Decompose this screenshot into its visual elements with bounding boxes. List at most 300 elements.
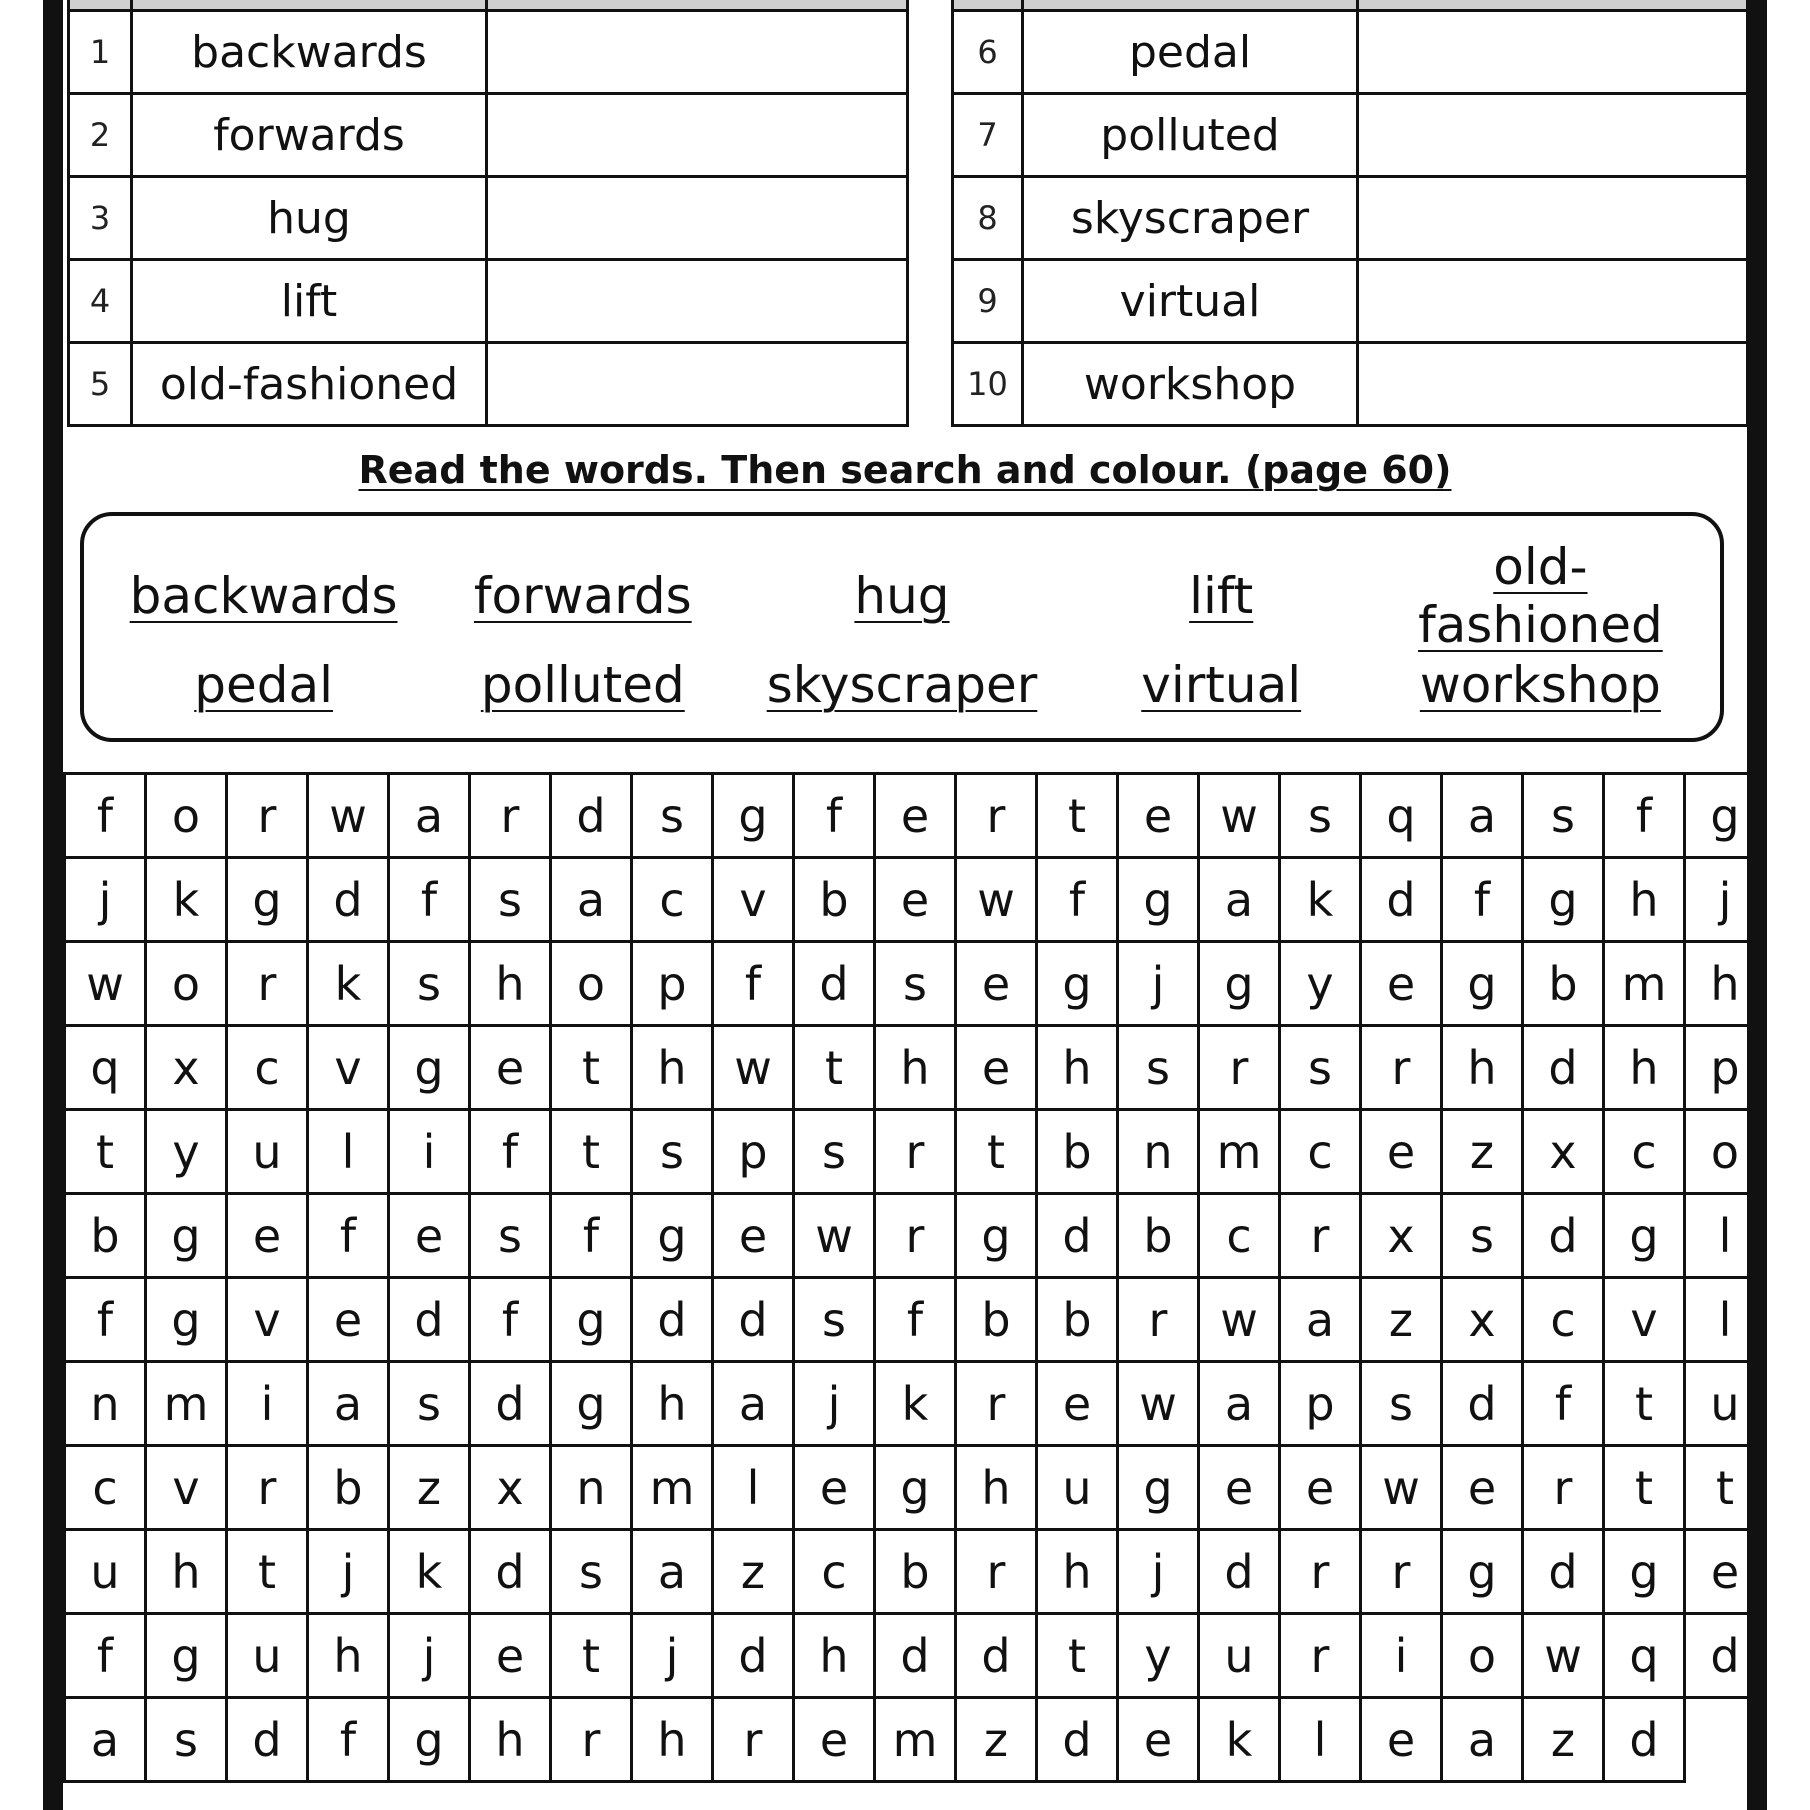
grid-letter-cell[interactable]: r — [1280, 1614, 1361, 1698]
grid-letter-cell[interactable]: d — [1361, 858, 1442, 942]
grid-row — [65, 1530, 1766, 1614]
vocab-header-row — [953, 0, 1748, 11]
grid-letter-cell[interactable]: g — [146, 1614, 227, 1698]
grid-letter-cell[interactable]: v — [308, 1026, 389, 1110]
grid-letter-cell[interactable]: r — [956, 1362, 1037, 1446]
grid-letter-cell[interactable]: c — [632, 858, 713, 942]
grid-letter-cell[interactable]: f — [308, 1698, 389, 1782]
grid-letter-cell[interactable]: s — [1361, 1362, 1442, 1446]
grid-letter-cell[interactable]: h — [470, 942, 551, 1026]
grid-letter-cell[interactable]: x — [146, 1026, 227, 1110]
grid-letter-cell[interactable]: b — [1523, 942, 1604, 1026]
grid-letter-cell[interactable]: s — [1118, 1026, 1199, 1110]
grid-letter-cell[interactable]: t — [1685, 1446, 1766, 1530]
grid-letter-cell[interactable]: t — [1604, 1362, 1685, 1446]
grid-row — [65, 858, 1766, 942]
grid-letter-cell[interactable]: c — [1604, 1110, 1685, 1194]
grid-letter-cell[interactable]: a — [1199, 858, 1280, 942]
grid-letter-cell[interactable]: m — [875, 1698, 956, 1782]
grid-letter-cell[interactable]: t — [227, 1530, 308, 1614]
grid-letter-cell[interactable]: x — [1523, 1110, 1604, 1194]
grid-letter-cell[interactable]: p — [1685, 1026, 1766, 1110]
grid-letter-cell[interactable]: r — [875, 1110, 956, 1194]
grid-letter-cell[interactable]: a — [308, 1362, 389, 1446]
grid-letter-cell[interactable]: f — [65, 1614, 146, 1698]
grid-letter-cell[interactable]: a — [1199, 1362, 1280, 1446]
grid-letter-cell[interactable]: e — [1361, 942, 1442, 1026]
word-bank-item: hug — [854, 567, 950, 625]
grid-letter-cell[interactable]: n — [551, 1446, 632, 1530]
grid-letter-cell[interactable]: h — [146, 1530, 227, 1614]
vocab-word: pedal — [1023, 11, 1358, 94]
vocab-header-row — [69, 0, 908, 11]
grid-letter-cell[interactable]: f — [713, 942, 794, 1026]
vocab-number: 9 — [953, 260, 1023, 343]
grid-letter-cell[interactable]: e — [875, 774, 956, 858]
grid-letter-cell[interactable]: b — [1037, 1278, 1118, 1362]
vocab-number: 5 — [69, 343, 132, 426]
vocab-row — [69, 94, 908, 177]
grid-letter-cell[interactable]: w — [1118, 1362, 1199, 1446]
grid-letter-cell[interactable]: a — [632, 1530, 713, 1614]
grid-letter-cell[interactable]: h — [794, 1614, 875, 1698]
grid-letter-cell[interactable]: u — [1037, 1446, 1118, 1530]
grid-letter-cell[interactable]: w — [713, 1026, 794, 1110]
word-bank-item: polluted — [480, 656, 685, 714]
grid-letter-cell[interactable]: r — [470, 774, 551, 858]
grid-letter-cell[interactable]: d — [794, 942, 875, 1026]
grid-row — [65, 774, 1766, 858]
grid-letter-cell[interactable]: u — [1685, 1362, 1766, 1446]
grid-letter-cell[interactable]: e — [1199, 1446, 1280, 1530]
grid-letter-cell[interactable]: b — [1118, 1194, 1199, 1278]
grid-letter-cell[interactable]: l — [1685, 1278, 1766, 1362]
grid-letter-cell[interactable]: s — [1280, 774, 1361, 858]
grid-letter-cell[interactable]: j — [632, 1614, 713, 1698]
grid-letter-cell[interactable]: g — [389, 1026, 470, 1110]
grid-letter-cell[interactable]: r — [1280, 1530, 1361, 1614]
grid-letter-cell[interactable]: r — [713, 1698, 794, 1782]
grid-letter-cell[interactable]: o — [1442, 1614, 1523, 1698]
answer-cell[interactable] — [1358, 260, 1748, 343]
grid-letter-cell[interactable]: f — [1523, 1362, 1604, 1446]
grid-letter-cell[interactable]: g — [956, 1194, 1037, 1278]
grid-letter-cell[interactable]: x — [1442, 1278, 1523, 1362]
word-bank-item: old-fashioned — [1418, 538, 1663, 654]
grid-letter-cell[interactable]: s — [794, 1110, 875, 1194]
grid-letter-cell[interactable]: b — [308, 1446, 389, 1530]
grid-letter-cell[interactable]: e — [794, 1698, 875, 1782]
grid-letter-cell[interactable]: d — [713, 1614, 794, 1698]
vocab-number: 2 — [69, 94, 132, 177]
grid-letter-cell[interactable]: h — [632, 1698, 713, 1782]
grid-letter-cell[interactable]: a — [1280, 1278, 1361, 1362]
grid-letter-cell[interactable]: c — [1199, 1194, 1280, 1278]
grid-letter-cell[interactable]: r — [227, 942, 308, 1026]
word-search-wrap — [63, 772, 1767, 1783]
grid-letter-cell[interactable]: m — [632, 1446, 713, 1530]
grid-letter-cell[interactable]: e — [1118, 1698, 1199, 1782]
grid-letter-cell[interactable]: r — [227, 774, 308, 858]
grid-letter-cell[interactable]: e — [470, 1614, 551, 1698]
grid-letter-cell[interactable]: g — [1685, 774, 1766, 858]
grid-letter-cell[interactable]: f — [470, 1110, 551, 1194]
grid-letter-cell[interactable]: b — [956, 1278, 1037, 1362]
grid-letter-cell[interactable]: e — [389, 1194, 470, 1278]
grid-letter-cell[interactable]: m — [1199, 1110, 1280, 1194]
grid-letter-cell[interactable]: w — [794, 1194, 875, 1278]
grid-letter-cell[interactable]: q — [65, 1026, 146, 1110]
grid-letter-cell[interactable]: e — [1442, 1446, 1523, 1530]
grid-letter-cell[interactable]: d — [1685, 1614, 1766, 1698]
grid-row — [65, 1362, 1766, 1446]
grid-letter-cell[interactable]: b — [1037, 1110, 1118, 1194]
answer-cell[interactable] — [487, 260, 908, 343]
grid-letter-cell[interactable]: d — [1037, 1698, 1118, 1782]
grid-letter-cell[interactable]: l — [1685, 1194, 1766, 1278]
grid-letter-cell[interactable]: e — [1361, 1698, 1442, 1782]
grid-letter-cell[interactable]: s — [632, 1110, 713, 1194]
grid-letter-cell[interactable]: e — [875, 858, 956, 942]
grid-letter-cell[interactable]: l — [308, 1110, 389, 1194]
grid-letter-cell[interactable]: h — [956, 1446, 1037, 1530]
grid-letter-cell[interactable]: v — [146, 1446, 227, 1530]
grid-letter-cell[interactable]: w — [1523, 1614, 1604, 1698]
grid-letter-cell[interactable]: q — [1604, 1614, 1685, 1698]
grid-letter-cell[interactable]: i — [227, 1362, 308, 1446]
grid-letter-cell[interactable]: z — [1523, 1698, 1604, 1782]
grid-letter-cell[interactable]: e — [1685, 1530, 1766, 1614]
grid-letter-cell[interactable]: h — [632, 1026, 713, 1110]
grid-letter-cell[interactable]: t — [956, 1110, 1037, 1194]
grid-letter-cell[interactable]: g — [1442, 1530, 1523, 1614]
grid-letter-cell[interactable]: p — [632, 942, 713, 1026]
grid-letter-cell[interactable]: a — [389, 774, 470, 858]
grid-letter-cell[interactable]: a — [65, 1698, 146, 1782]
grid-letter-cell[interactable]: t — [551, 1026, 632, 1110]
grid-letter-cell[interactable]: d — [632, 1278, 713, 1362]
grid-letter-cell[interactable]: g — [875, 1446, 956, 1530]
grid-letter-cell[interactable]: a — [713, 1362, 794, 1446]
grid-letter-cell[interactable]: t — [65, 1110, 146, 1194]
grid-letter-cell[interactable]: i — [1361, 1614, 1442, 1698]
grid-letter-cell[interactable]: e — [956, 1026, 1037, 1110]
word-bank-item: workshop — [1419, 656, 1661, 714]
answer-cell[interactable] — [1358, 177, 1748, 260]
grid-letter-cell[interactable]: e — [956, 942, 1037, 1026]
grid-letter-cell[interactable]: y — [1118, 1614, 1199, 1698]
grid-letter-cell[interactable]: e — [1361, 1110, 1442, 1194]
answer-cell[interactable] — [487, 343, 908, 426]
grid-letter-cell[interactable]: k — [308, 942, 389, 1026]
grid-letter-cell[interactable]: s — [1280, 1026, 1361, 1110]
vocab-word: forwards — [132, 94, 487, 177]
grid-letter-cell[interactable]: w — [1361, 1446, 1442, 1530]
answer-cell[interactable] — [487, 177, 908, 260]
grid-letter-cell[interactable]: f — [389, 858, 470, 942]
grid-letter-cell[interactable]: h — [1685, 942, 1766, 1026]
grid-letter-cell[interactable]: f — [1037, 858, 1118, 942]
grid-letter-cell[interactable]: d — [1037, 1194, 1118, 1278]
grid-letter-cell[interactable]: q — [1361, 774, 1442, 858]
grid-letter-cell[interactable]: j — [308, 1530, 389, 1614]
vocab-number: 4 — [69, 260, 132, 343]
grid-letter-cell[interactable]: w — [308, 774, 389, 858]
grid-letter-cell[interactable]: e — [1118, 774, 1199, 858]
grid-letter-cell[interactable]: k — [1280, 858, 1361, 942]
grid-letter-cell[interactable]: g — [227, 858, 308, 942]
grid-letter-cell[interactable]: r — [1523, 1446, 1604, 1530]
vocab-row — [953, 343, 1748, 426]
grid-letter-cell[interactable]: g — [1037, 942, 1118, 1026]
grid-letter-cell[interactable]: r — [956, 1530, 1037, 1614]
grid-letter-cell[interactable]: z — [713, 1530, 794, 1614]
grid-letter-cell[interactable]: s — [1442, 1194, 1523, 1278]
grid-letter-cell[interactable]: h — [470, 1698, 551, 1782]
grid-letter-cell[interactable]: f — [551, 1194, 632, 1278]
grid-letter-cell[interactable]: e — [227, 1194, 308, 1278]
grid-letter-cell[interactable]: k — [1199, 1698, 1280, 1782]
grid-letter-cell[interactable]: f — [65, 774, 146, 858]
grid-letter-cell[interactable]: v — [713, 858, 794, 942]
grid-letter-cell[interactable]: d — [1442, 1362, 1523, 1446]
vocab-row — [953, 94, 1748, 177]
grid-letter-cell[interactable]: x — [470, 1446, 551, 1530]
grid-row — [65, 1698, 1766, 1782]
grid-letter-cell[interactable]: u — [65, 1530, 146, 1614]
vocab-word: old-fashioned — [132, 343, 487, 426]
grid-letter-cell[interactable]: o — [146, 942, 227, 1026]
grid-letter-cell[interactable]: d — [389, 1278, 470, 1362]
grid-letter-cell[interactable]: d — [308, 858, 389, 942]
vocab-word: workshop — [1023, 343, 1358, 426]
grid-letter-cell[interactable]: d — [227, 1698, 308, 1782]
grid-letter-cell[interactable]: t — [1604, 1446, 1685, 1530]
grid-letter-cell[interactable]: m — [1604, 942, 1685, 1026]
grid-letter-cell[interactable]: t — [1037, 774, 1118, 858]
word-bank-item: forwards — [473, 567, 692, 625]
vocab-number: 8 — [953, 177, 1023, 260]
grid-letter-cell[interactable]: h — [1442, 1026, 1523, 1110]
grid-letter-cell[interactable]: s — [875, 942, 956, 1026]
grid-letter-cell[interactable]: h — [308, 1614, 389, 1698]
grid-letter-cell[interactable]: j — [1118, 1530, 1199, 1614]
page-border-left — [43, 0, 63, 1810]
grid-letter-cell[interactable]: d — [1604, 1698, 1685, 1782]
grid-letter-cell[interactable]: b — [794, 858, 875, 942]
grid-letter-cell[interactable]: f — [1442, 858, 1523, 942]
grid-letter-cell[interactable]: g — [551, 1362, 632, 1446]
grid-letter-cell[interactable]: v — [1604, 1278, 1685, 1362]
grid-letter-cell[interactable]: o — [551, 942, 632, 1026]
grid-letter-cell[interactable]: b — [65, 1194, 146, 1278]
grid-row — [65, 1194, 1766, 1278]
grid-letter-cell[interactable]: h — [1604, 1026, 1685, 1110]
grid-letter-cell[interactable]: y — [1280, 942, 1361, 1026]
grid-letter-cell[interactable]: s — [470, 858, 551, 942]
grid-letter-cell[interactable]: d — [956, 1614, 1037, 1698]
word-bank-item: pedal — [194, 656, 333, 714]
grid-row — [65, 1026, 1766, 1110]
grid-letter-cell[interactable]: j — [389, 1614, 470, 1698]
grid-letter-cell[interactable]: d — [470, 1530, 551, 1614]
grid-letter-cell[interactable]: w — [1199, 774, 1280, 858]
grid-letter-cell[interactable]: r — [1199, 1026, 1280, 1110]
grid-letter-cell[interactable]: c — [227, 1026, 308, 1110]
answer-cell[interactable] — [487, 11, 908, 94]
grid-letter-cell[interactable]: z — [389, 1446, 470, 1530]
grid-letter-cell[interactable]: r — [956, 774, 1037, 858]
grid-letter-cell[interactable]: r — [227, 1446, 308, 1530]
grid-letter-cell[interactable]: d — [1523, 1530, 1604, 1614]
grid-letter-cell[interactable]: g — [1442, 942, 1523, 1026]
grid-letter-cell[interactable]: k — [146, 858, 227, 942]
grid-letter-cell[interactable]: z — [956, 1698, 1037, 1782]
grid-letter-cell[interactable]: e — [1280, 1446, 1361, 1530]
answer-cell[interactable] — [1358, 94, 1748, 177]
grid-letter-cell[interactable]: s — [146, 1698, 227, 1782]
grid-letter-cell[interactable]: g — [146, 1194, 227, 1278]
grid-letter-cell[interactable]: k — [389, 1530, 470, 1614]
grid-letter-cell[interactable]: j — [1685, 858, 1766, 942]
grid-letter-cell[interactable]: g — [1118, 858, 1199, 942]
grid-letter-cell[interactable]: s — [632, 774, 713, 858]
grid-letter-cell[interactable]: v — [227, 1278, 308, 1362]
grid-letter-cell[interactable]: s — [1523, 774, 1604, 858]
grid-letter-cell[interactable]: e — [308, 1278, 389, 1362]
grid-letter-cell[interactable]: h — [632, 1362, 713, 1446]
grid-letter-cell[interactable]: e — [1037, 1362, 1118, 1446]
grid-letter-cell[interactable]: g — [1118, 1446, 1199, 1530]
grid-letter-cell[interactable]: w — [65, 942, 146, 1026]
grid-letter-cell[interactable]: d — [1523, 1026, 1604, 1110]
grid-letter-cell[interactable]: z — [1361, 1278, 1442, 1362]
grid-letter-cell[interactable]: d — [713, 1278, 794, 1362]
grid-letter-cell[interactable]: d — [1523, 1194, 1604, 1278]
answer-cell[interactable] — [1358, 343, 1748, 426]
grid-letter-cell[interactable]: m — [146, 1362, 227, 1446]
grid-letter-cell[interactable]: u — [227, 1614, 308, 1698]
answer-cell[interactable] — [487, 94, 908, 177]
grid-letter-cell[interactable]: i — [389, 1110, 470, 1194]
word-bank-box — [80, 512, 1724, 742]
grid-letter-cell[interactable]: d — [1199, 1530, 1280, 1614]
grid-letter-cell[interactable]: g — [146, 1278, 227, 1362]
grid-letter-cell[interactable]: c — [1523, 1278, 1604, 1362]
grid-row — [65, 1278, 1766, 1362]
grid-letter-cell[interactable]: f — [65, 1278, 146, 1362]
vocab-row — [69, 260, 908, 343]
grid-letter-cell[interactable]: u — [1199, 1614, 1280, 1698]
grid-letter-cell[interactable]: k — [875, 1362, 956, 1446]
grid-letter-cell[interactable]: h — [1037, 1026, 1118, 1110]
grid-letter-cell[interactable]: f — [308, 1194, 389, 1278]
grid-letter-cell[interactable]: t — [551, 1614, 632, 1698]
grid-letter-cell[interactable]: f — [470, 1278, 551, 1362]
grid-letter-cell[interactable]: n — [1118, 1110, 1199, 1194]
grid-letter-cell[interactable]: l — [713, 1446, 794, 1530]
grid-letter-cell[interactable]: x — [1361, 1194, 1442, 1278]
grid-letter-cell[interactable]: g — [551, 1278, 632, 1362]
grid-letter-cell[interactable]: d — [551, 774, 632, 858]
grid-letter-cell[interactable]: o — [1685, 1110, 1766, 1194]
grid-letter-cell[interactable]: s — [389, 942, 470, 1026]
grid-letter-cell[interactable]: g — [632, 1194, 713, 1278]
grid-letter-cell[interactable]: a — [1442, 774, 1523, 858]
grid-letter-cell[interactable]: g — [713, 774, 794, 858]
grid-letter-cell[interactable]: g — [389, 1698, 470, 1782]
grid-letter-cell[interactable]: r — [1118, 1278, 1199, 1362]
vocab-row — [953, 11, 1748, 94]
grid-letter-cell[interactable]: d — [875, 1614, 956, 1698]
grid-letter-cell[interactable]: a — [551, 858, 632, 942]
vocab-number: 3 — [69, 177, 132, 260]
grid-letter-cell[interactable]: o — [146, 774, 227, 858]
grid-letter-cell[interactable]: z — [1442, 1110, 1523, 1194]
grid-letter-cell[interactable]: n — [65, 1362, 146, 1446]
grid-letter-cell[interactable]: r — [875, 1194, 956, 1278]
grid-letter-cell[interactable]: g — [1199, 942, 1280, 1026]
grid-letter-cell[interactable]: f — [875, 1278, 956, 1362]
grid-letter-cell[interactable]: h — [875, 1026, 956, 1110]
grid-letter-cell[interactable]: f — [1604, 774, 1685, 858]
grid-letter-cell[interactable]: a — [1442, 1698, 1523, 1782]
grid-letter-cell[interactable]: e — [794, 1446, 875, 1530]
vocab-word: hug — [132, 177, 487, 260]
vocab-row — [69, 343, 908, 426]
grid-letter-cell[interactable]: s — [794, 1278, 875, 1362]
grid-letter-cell[interactable]: h — [1604, 858, 1685, 942]
grid-letter-cell[interactable]: t — [551, 1110, 632, 1194]
grid-letter-cell[interactable]: u — [227, 1110, 308, 1194]
grid-letter-cell[interactable]: e — [470, 1026, 551, 1110]
grid-letter-cell[interactable]: f — [794, 774, 875, 858]
grid-letter-cell[interactable]: y — [146, 1110, 227, 1194]
grid-letter-cell[interactable]: r — [1280, 1194, 1361, 1278]
grid-letter-cell[interactable]: e — [713, 1194, 794, 1278]
grid-letter-cell[interactable]: d — [470, 1362, 551, 1446]
vocab-row — [69, 11, 908, 94]
answer-cell[interactable] — [1358, 11, 1748, 94]
grid-letter-cell[interactable]: w — [1199, 1278, 1280, 1362]
grid-letter-cell[interactable]: r — [1361, 1530, 1442, 1614]
grid-letter-cell[interactable]: j — [1118, 942, 1199, 1026]
grid-letter-cell[interactable]: r — [551, 1698, 632, 1782]
grid-letter-cell[interactable]: h — [1037, 1530, 1118, 1614]
grid-letter-cell[interactable]: w — [956, 858, 1037, 942]
grid-letter-cell[interactable]: s — [470, 1194, 551, 1278]
grid-letter-cell[interactable]: b — [875, 1530, 956, 1614]
grid-letter-cell[interactable]: g — [1604, 1194, 1685, 1278]
grid-letter-cell[interactable]: j — [794, 1362, 875, 1446]
grid-letter-cell[interactable]: c — [65, 1446, 146, 1530]
word-bank-item: lift — [1189, 567, 1254, 625]
grid-letter-cell[interactable]: c — [794, 1530, 875, 1614]
grid-letter-cell[interactable]: s — [551, 1530, 632, 1614]
grid-letter-cell[interactable]: p — [1280, 1362, 1361, 1446]
grid-letter-cell[interactable]: g — [1523, 858, 1604, 942]
grid-letter-cell[interactable]: j — [65, 858, 146, 942]
grid-letter-cell[interactable]: p — [713, 1110, 794, 1194]
grid-letter-cell[interactable]: t — [1037, 1614, 1118, 1698]
grid-letter-cell[interactable]: t — [794, 1026, 875, 1110]
grid-letter-cell[interactable]: l — [1280, 1698, 1361, 1782]
grid-letter-cell[interactable]: g — [1604, 1530, 1685, 1614]
grid-letter-cell[interactable]: s — [389, 1362, 470, 1446]
grid-letter-cell[interactable]: r — [1361, 1026, 1442, 1110]
grid-letter-cell[interactable]: c — [1280, 1110, 1361, 1194]
vocab-number: 10 — [953, 343, 1023, 426]
